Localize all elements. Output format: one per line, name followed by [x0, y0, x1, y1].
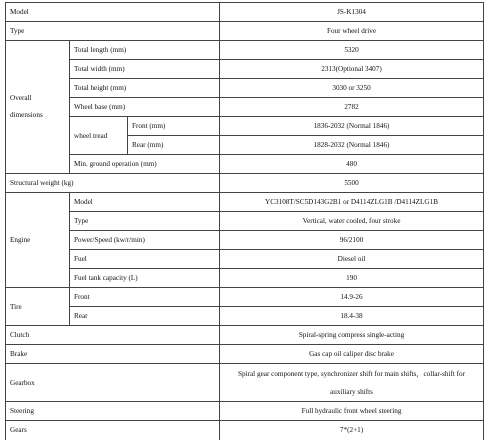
engine-fuel-value: Diesel oil: [220, 250, 484, 269]
engine-model-label: Model: [70, 193, 220, 212]
clutch-label: Clutch: [6, 326, 220, 345]
brake-value: Gas cap oil caliper disc brake: [220, 345, 484, 364]
wheel-base-label: Wheel base (mm): [70, 98, 220, 117]
front-tread-label: Front (mm): [128, 117, 220, 136]
total-width-value: 2313(Optional 3407): [220, 60, 484, 79]
spec-table: [5, 2, 484, 440]
tire-label: Tire: [6, 288, 70, 326]
fuel-tank-label: Fuel tank capacity (L): [70, 269, 220, 288]
total-height-label: Total height (mm): [70, 79, 220, 98]
total-height-value: 3030 or 3250: [220, 79, 484, 98]
model-value: JS-K1304: [220, 3, 484, 22]
type-label: Type: [6, 22, 220, 41]
ground-operation-label: Min. ground operation (mm): [70, 155, 220, 174]
engine-fuel-label: Fuel: [70, 250, 220, 269]
model-label: Model: [6, 3, 220, 22]
table-row: [6, 79, 484, 98]
table-row: [6, 60, 484, 79]
table-row: [6, 174, 484, 193]
gears-value: 7*(2+1): [220, 421, 484, 440]
fuel-tank-value: 190: [220, 269, 484, 288]
structural-weight-value: 5500: [220, 174, 484, 193]
table-row: [6, 212, 484, 231]
structural-weight-label: Structural weight (kg): [6, 174, 220, 193]
steering-label: Steering: [6, 402, 220, 421]
table-row: [6, 22, 484, 41]
table-row: [6, 288, 484, 307]
wheel-base-value: 2782: [220, 98, 484, 117]
brake-label: Brake: [6, 345, 220, 364]
front-tread-value: 1836-2032 (Normal 1846): [220, 117, 484, 136]
engine-type-value: Vertical, water cooled, four stroke: [220, 212, 484, 231]
table-row: [6, 364, 484, 402]
clutch-value: Spiral-spring compress single-acting: [220, 326, 484, 345]
gears-label: Gears: [6, 421, 220, 440]
table-row: [6, 269, 484, 288]
type-value: Four wheel drive: [220, 22, 484, 41]
table-row: [6, 421, 484, 440]
table-row: [6, 117, 484, 136]
total-width-label: Total width (mm): [70, 60, 220, 79]
tire-front-value: 14.9-26: [220, 288, 484, 307]
ground-operation-value: 480: [220, 155, 484, 174]
tire-rear-value: 18.4-38: [220, 307, 484, 326]
table-row: [6, 41, 484, 60]
table-row: [6, 3, 484, 22]
gearbox-label: Gearbox: [6, 364, 220, 402]
total-length-value: 5320: [220, 41, 484, 60]
engine-model-value: YC3108T/SC5D143G2B1 or D4114ZLG1B /D4114ZLG1B: [220, 193, 484, 212]
table-row: [6, 307, 484, 326]
gearbox-value: Spiral gear component type, synchronizer shift for main shifts，collar-shift for auxiliary shifts: [220, 364, 484, 402]
engine-label: Engine: [6, 193, 70, 288]
table-row: [6, 155, 484, 174]
table-row: [6, 345, 484, 364]
engine-type-label: Type: [70, 212, 220, 231]
rear-tread-label: Rear (mm): [128, 136, 220, 155]
engine-power-value: 96/2100: [220, 231, 484, 250]
table-row: [6, 98, 484, 117]
table-row: [6, 250, 484, 269]
table-row: [6, 326, 484, 345]
tire-front-label: Front: [70, 288, 220, 307]
table-row: [6, 402, 484, 421]
wheel-tread-label: wheel tread: [70, 117, 128, 155]
overall-dimensions-label: Overall dimensions: [6, 41, 70, 174]
table-row: [6, 193, 484, 212]
total-length-label: Total length (mm): [70, 41, 220, 60]
table-row: [6, 231, 484, 250]
rear-tread-value: 1828-2032 (Normal 1846): [220, 136, 484, 155]
steering-value: Full hydraulic front wheel steering: [220, 402, 484, 421]
engine-power-label: Power/Speed (kw/r/min): [70, 231, 220, 250]
tire-rear-label: Rear: [70, 307, 220, 326]
